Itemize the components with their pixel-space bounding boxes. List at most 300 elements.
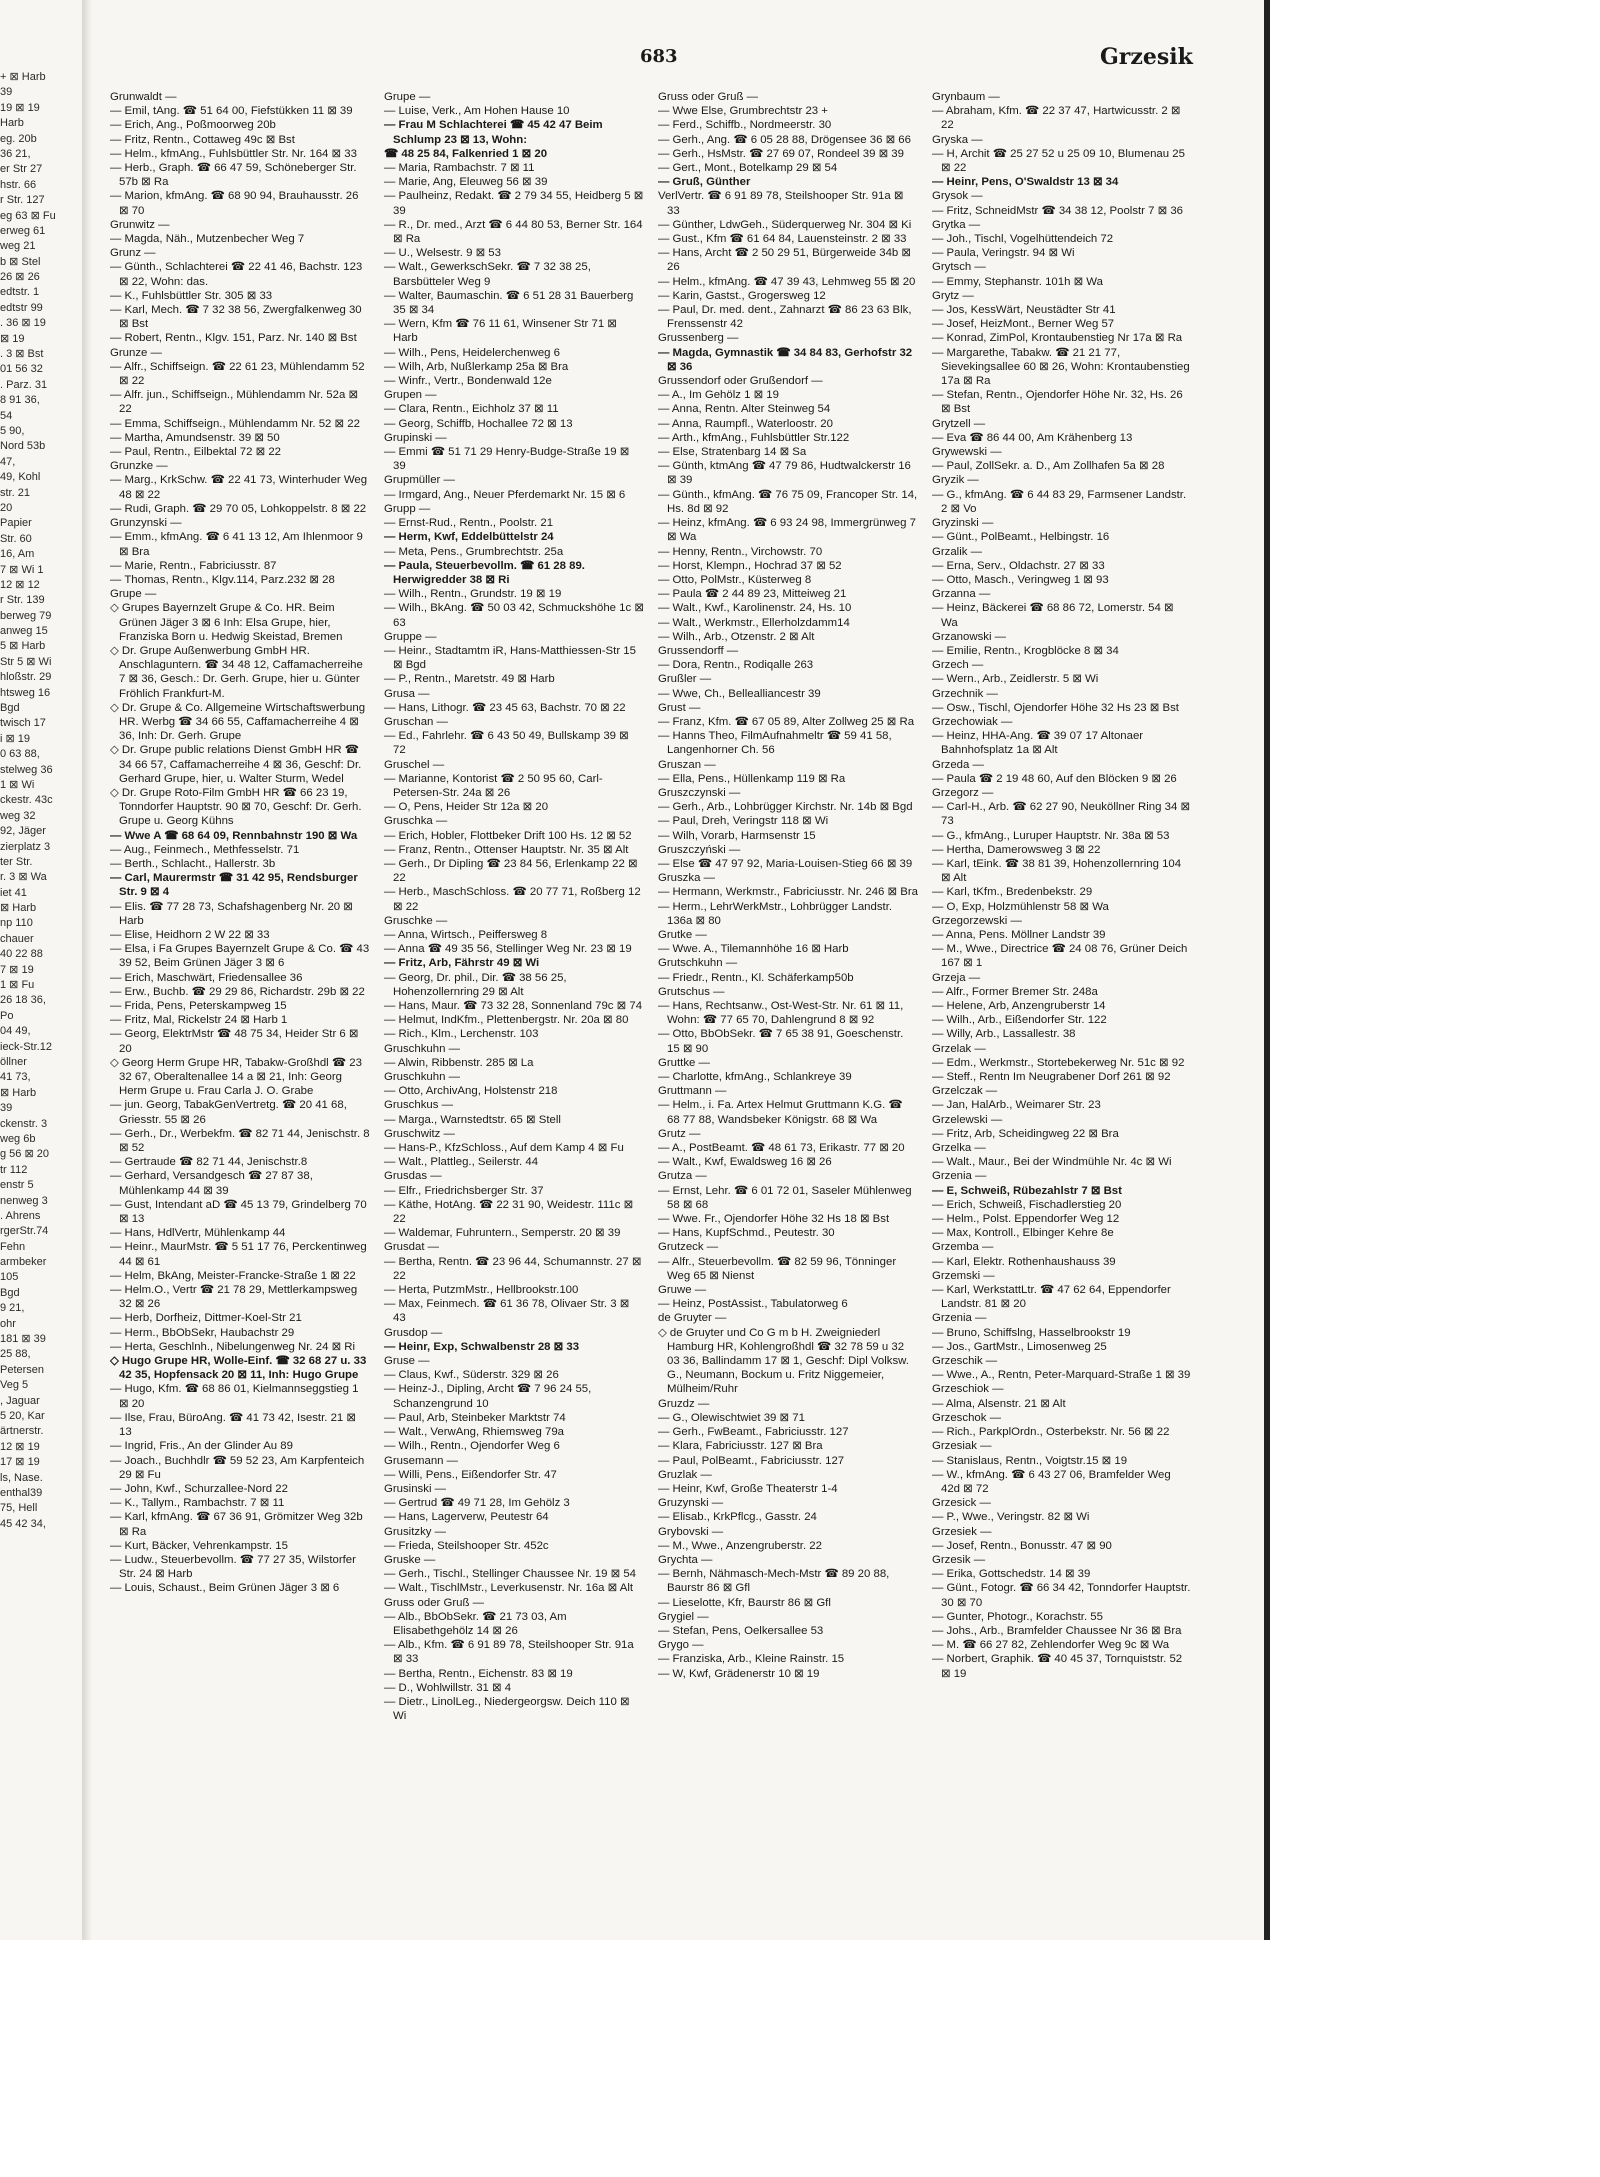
edge-fragment: . Parz. 31 [0,378,48,391]
surname-heading: Gruttmann — [658,1085,727,1098]
surname-heading: Gruzynski — [658,1497,724,1510]
directory-entry: — Günt., Fotogr. ☎ 66 34 42, Tonndorfer Hauptstr. 30 ⊠ 70 [932,1582,1191,1609]
directory-entry: — Erich, Hobler, Flottbeker Drift 100 Hs. 12 ⊠ 52 [384,829,632,842]
directory-entry: — Emmi ☎ 51 71 29 Henry-Budge-Straße 19 ⊠ 39 [384,446,630,473]
edge-fragment: 40 22 88 [0,948,43,961]
directory-entry: — Dora, Rentn., Rodiqalle 263 [658,659,814,672]
surname-heading: Gruwe — [658,1284,707,1297]
directory-entry: — Franz, Rentn., Ottenser Hauptstr. Nr. 35 ⊠ Alt [384,843,629,856]
directory-column-4 [932,90,1192,1920]
directory-entry: — Franz, Kfm. ☎ 67 05 89, Alter Zollweg 25 ⊠ Ra [658,715,915,728]
edge-fragment: htsweg 16 [0,686,51,699]
directory-entry: VerlVertr. ☎ 6 91 89 78, Steilshooper Str. 91a ⊠ 33 [658,190,904,217]
running-head: Grzesik [1100,44,1193,70]
edge-fragment: chauer [0,932,34,945]
directory-entry: — Horst, Klempn., Hochrad 37 ⊠ 52 [658,559,842,572]
surname-heading: Gruschkuhn — [384,1071,460,1084]
directory-entry: — Helm, BkAng, Meister-Francke-Straße 1 ⊠ 22 [110,1269,356,1282]
directory-entry: ◇ Hugo Grupe HR, Wolle-Einf. ☎ 32 68 27 u. 33 42 35, Hopfensack 20 ⊠ 11, Inh: Hugo Grupe [110,1355,367,1382]
edge-fragment: armbeker [0,1256,47,1269]
directory-entry: — Wwe. Fr., Ojendorfer Höhe 32 Hs 18 ⊠ Bst [658,1213,890,1226]
directory-entry: — Walt., Kwf, Ewaldsweg 16 ⊠ 26 [658,1156,832,1169]
directory-entry: — Karl, tKfm., Bredenbekstr. 29 [932,886,1093,899]
directory-entry: — Gerh., Dr., Werbekfm. ☎ 82 71 44, Jenischstr. 8 ⊠ 52 [110,1127,370,1155]
surname-heading: Grupmüller — [384,474,455,487]
directory-entry: — Lieselotte, Kfr, Baurstr 86 ⊠ Gfl [658,1596,831,1609]
surname-heading: Grußler — [658,673,712,686]
surname-heading: Grutschus — [658,985,725,998]
directory-entry: — Rich., Klm., Lerchenstr. 103 [384,1028,539,1041]
surname-heading: Gruske — [384,1553,436,1566]
surname-heading: Grupp — [384,502,431,515]
edge-fragment: iet 41 [0,886,27,899]
directory-entry: — Konrad, ZimPol, Krontaubenstieg Nr 17a ⊠ Ra [932,332,1183,345]
surname-heading: Gruss oder Gruß — [384,1596,485,1609]
directory-entry: — Erika, Gottschedstr. 14 ⊠ 39 [932,1568,1091,1581]
directory-entry: — Walt., Plattleg., Seilerstr. 44 [384,1156,539,1169]
surname-heading: Grunzke — [110,460,168,473]
edge-fragment: . 3 ⊠ Bst [0,348,44,361]
edge-fragment: 16, Am [0,548,35,561]
edge-fragment: Fehn [0,1240,26,1253]
directory-entry: — Maria, Rambachstr. 7 ⊠ 11 [384,162,535,175]
surname-heading: Gruss oder Gruß — [658,91,759,103]
directory-entry: — Fritz, SchneidMstr ☎ 34 38 12, Poolstr 7 ⊠ 36 [932,204,1184,217]
directory-entry: — Hans, Lagerverw, Peutestr 64 [384,1511,549,1524]
edge-fragment: 9 21, [0,1302,25,1315]
surname-heading: Grychta — [658,1553,713,1566]
surname-heading: Grzeschiok — [932,1383,1004,1396]
directory-entry: — Wilh., Rentn., Grundstr. 19 ⊠ 19 [384,588,562,601]
directory-entry: — Rudi, Graph. ☎ 29 70 05, Lohkoppelstr. 8 ⊠ 22 [110,502,367,515]
surname-heading: Grusitzky — [384,1525,447,1538]
surname-heading: Grupen — [384,389,437,402]
directory-entry: — Jan, HalArb., Weimarer Str. 23 [932,1099,1101,1112]
directory-entry: — Ella, Pens., Hüllenkamp 119 ⊠ Ra [658,772,846,785]
directory-entry: — Max, Feinmech. ☎ 61 36 78, Olivaer Str. 3 ⊠ 43 [384,1298,630,1325]
directory-entry: — Paulheinz, Redakt. ☎ 2 79 34 55, Heidberg 5 ⊠ 39 [384,190,644,217]
directory-entry: — Johs., Arb., Bramfelder Chaussee Nr 36 ⊠ Bra [932,1624,1182,1637]
edge-fragment: 20 [0,501,13,514]
directory-entry: — Erich, Schweiß, Fischadlerstieg 20 [932,1198,1122,1211]
surname-heading: Grupinski — [384,431,447,444]
edge-fragment: ls, Nase. [0,1471,43,1484]
edge-fragment: ckestr. 43c [0,794,53,807]
directory-entry: — Hans, Lithogr. ☎ 23 45 63, Bachstr. 70 ⊠ 22 [384,701,626,714]
directory-entry: — Heinr, Pens, O'Swaldstr 13 ⊠ 34 [932,176,1119,189]
edge-fragment: . Ahrens [0,1209,41,1222]
directory-entry: — Hugo, Kfm. ☎ 68 86 01, Kielmannseggstieg 1 ⊠ 20 [110,1383,359,1410]
directory-entry: — Elis. ☎ 77 28 73, Schafshagenberg Nr. 20 ⊠ Harb [110,900,353,927]
directory-entry: — Irmgard, Ang., Neuer Pferdemarkt Nr. 15 ⊠ 6 [384,488,626,501]
directory-entry: — Walt., Maur., Bei der Windmühle Nr. 4c ⊠ Wi [932,1156,1172,1169]
surname-heading: Gryzinski — [932,517,994,530]
edge-fragment: 12 ⊠ 12 [0,578,40,591]
edge-fragment: zierplatz 3 [0,840,51,853]
surname-heading: Grysok — [932,190,983,203]
edge-fragment: 45 42 34, [0,1517,46,1530]
edge-fragment: r Str. 127 [0,194,45,207]
directory-entry: — Alwin, Ribbenstr. 285 ⊠ La [384,1056,534,1069]
directory-entry: — Bertha, Rentn., Eichenstr. 83 ⊠ 19 [384,1667,573,1680]
surname-heading: Grzegorz — [932,786,994,799]
directory-entry: — Gerh., HsMstr. ☎ 27 69 07, Rondeel 39 ⊠ 39 [658,147,904,160]
directory-entry: — Wilh., Arb., Eißendorfer Str. 122 [932,1014,1107,1027]
directory-entry: — H, Archit ☎ 25 27 52 u 25 09 10, Blumenau 25 ⊠ 22 [932,147,1185,175]
directory-entry: — Wern., Arb., Zeidlerstr. 5 ⊠ Wi [932,673,1099,686]
directory-entry: — Heinz, PostAssist., Tabulatorweg 6 [658,1298,848,1311]
directory-entry: ◇ Dr. Grupe Außenwerbung GmbH HR. Anschlaguntern. ☎ 34 48 12, Caffamacherreihe 7 ⊠ 36, Gesch.: Dr. Gerh. Grupe, hier u. Günter Fröhlich Frankfurt-M. [110,644,363,700]
edge-fragment: er Str 27 [0,163,43,176]
directory-entry: ◇ Dr. Grupe & Co. Allgemeine Wirtschaftswerbung HR. Werbg ☎ 34 66 55, Caffamacherreihe 4 ⊠ 36, Inh: Dr. Gerh. Grupe [110,701,366,743]
directory-entry: — Paul, ZollSekr. a. D., Am Zollhafen 5a ⊠ 28 [932,460,1165,473]
edge-fragment: ohr [0,1317,16,1330]
directory-entry: — Osw., Tischl, Ojendorfer Höhe 32 Hs 23 ⊠ Bst [932,701,1179,714]
directory-entry: — Walt., Kwf., Karolinenstr. 24, Hs. 10 [658,602,852,615]
edge-fragment: hloßstr. 29 [0,671,52,684]
edge-fragment: 39 [0,86,13,99]
directory-entry: — Klara, Fabriciusstr. 127 ⊠ Bra [658,1440,823,1453]
directory-entry: — Erich, Maschwärt, Friedensallee 36 [110,971,303,984]
directory-entry: — Georg, Schiffb, Hochallee 72 ⊠ 13 [384,417,573,430]
directory-entry: — Waldemar, Fuhruntern., Semperstr. 20 ⊠ 39 [384,1227,621,1240]
surname-heading: Grzesiek — [932,1525,992,1538]
edge-fragment: 26 ⊠ 26 [0,271,40,284]
directory-entry: — E, Schweiß, Rübezahlstr 7 ⊠ Bst [932,1184,1122,1197]
edge-fragment: 92, Jäger [0,825,46,838]
surname-heading: Grunzynski — [110,517,182,530]
directory-entry: — Jos, KessWärt, Neustädter Str 41 [932,304,1116,317]
edge-fragment: 75, Hell [0,1502,38,1515]
directory-entry: — Walter, Baumaschin. ☎ 6 51 28 31 Bauerberg 35 ⊠ 34 [384,289,634,317]
directory-entry: — Luise, Verk., Am Hohen Hause 10 [384,105,570,118]
edge-fragment: Bgd [0,1286,20,1299]
directory-entry: — Hans, Rechtsanw., Ost-West-Str. Nr. 61 ⊠ 11, Wohn: ☎ 77 65 70, Dahlengrund 8 ⊠ 92 [658,1000,904,1027]
directory-entry: — Wwe Else, Grumbrechtstr 23 + [658,105,828,118]
directory-entry: — Herm, Kwf, Eddelbüttelstr 24 [384,531,554,544]
surname-heading: Grzanna — [932,588,991,601]
directory-entry: — Wilh, Vorarb, Harmsenstr 15 [658,829,816,842]
directory-entry: — Anna, Rentn. Alter Steinweg 54 [658,403,831,416]
directory-entry: — Gunter, Photogr., Korachstr. 55 [932,1610,1103,1623]
surname-heading: Gruschkus — [384,1099,453,1112]
surname-heading: Grutke — [658,928,707,941]
surname-heading: Grzemba — [932,1241,994,1254]
surname-heading: Grunze — [110,346,162,359]
surname-heading: Grusdas — [384,1170,442,1183]
directory-entry: — Wilh., BkAng. ☎ 50 03 42, Schmuckshöhe 1c ⊠ 63 [384,602,644,629]
edge-fragment: 54 [0,409,13,422]
edge-fragment: 41 73, [0,1071,31,1084]
directory-entry: — Alfr. jun., Schiffseign., Mühlendamm Nr. 52a ⊠ 22 [110,389,359,416]
surname-heading: Gruzlak — [658,1468,712,1481]
directory-entry: — Ilse, Frau, BüroAng. ☎ 41 73 42, Isestr. 21 ⊠ 13 [110,1411,356,1439]
surname-heading: Gruttke — [658,1056,710,1069]
edge-fragment: rgerStr.74 [0,1225,49,1238]
directory-entry: — G., Olewischtwiet 39 ⊠ 71 [658,1411,805,1424]
directory-entry: — Heinz, kfmAng. ☎ 6 93 24 98, Immergrünweg 7 ⊠ Wa [658,517,916,544]
directory-entry: — Frida, Pens, Peterskampweg 15 [110,1000,287,1012]
directory-entry: — Wilh., Rentn., Ojendorfer Weg 6 [384,1440,560,1453]
directory-entry: — Walt., TischlMstr., Leverkusenstr. Nr. 16a ⊠ Alt [384,1582,634,1595]
directory-entry: — Hans-P., KfzSchloss., Auf dem Kamp 4 ⊠ Fu [384,1142,624,1155]
directory-entry: — Gert., Mont., Botelkamp 29 ⊠ 54 [658,162,838,175]
edge-fragment: eg 63 ⊠ Fu [0,209,56,222]
directory-entry: — Magda, Näh., Mutzenbecher Weg 7 [110,233,305,246]
directory-column-2 [384,90,644,1920]
directory-entry: — Gertraude ☎ 82 71 44, Jenischstr.8 [110,1156,308,1169]
directory-entry: — Paula, Steuerbevollm. ☎ 61 28 89. Herwigredder 38 ⊠ Ri [384,559,585,586]
surname-heading: Gryzik — [932,474,979,487]
directory-entry: — Jos., GartMstr., Limosenweg 25 [932,1340,1107,1353]
directory-entry: — Else, Stratenbarg 14 ⊠ Sa [658,446,807,459]
surname-heading: Grzechowiak — [932,715,1013,728]
directory-entry: — R., Dr. med., Arzt ☎ 6 44 80 53, Berner Str. 164 ⊠ Ra [384,218,643,246]
surname-heading: Grussendorff — [658,644,739,657]
edge-fragment: 8 91 36, [0,394,40,407]
directory-entry: — Kurt, Bäcker, Vehrenkampstr. 15 [110,1539,288,1552]
directory-entry: — Gerh., Tischl., Stellinger Chaussee Nr. 19 ⊠ 54 [384,1568,637,1581]
directory-entry: — Alfr., Former Bremer Str. 248a [932,985,1098,998]
directory-entry: — Gust., Kfm ☎ 61 64 84, Lauensteinstr. 2 ⊠ 33 [658,233,907,246]
directory-entry: — Hans, KupfSchmd., Peutestr. 30 [658,1227,835,1240]
surname-heading: Grusa — [384,687,430,700]
edge-fragment: anweg 15 [0,625,48,638]
directory-entry: — Herb., Graph. ☎ 66 47 59, Schöneberger Str. 57b ⊠ Ra [110,162,357,189]
directory-entry: — Heinr., MaurMstr. ☎ 5 51 17 76, Perckentinweg 44 ⊠ 61 [110,1241,367,1268]
directory-entry: — Hans, Maur. ☎ 73 32 28, Sonnenland 79c ⊠ 74 [384,1000,643,1012]
edge-fragment: np 110 [0,917,33,930]
directory-entry: — Helm., kfmAng., Fuhlsbüttler Str. Nr. 164 ⊠ 33 [110,147,357,160]
surname-heading: Grzechnik — [932,687,998,700]
directory-entry: — Emil, tAng. ☎ 51 64 00, Fiefstükken 11 ⊠ 39 [110,105,353,118]
directory-entry: — Eva ☎ 86 44 00, Am Krähenberg 13 [932,431,1133,444]
edge-fragment: Str 5 ⊠ Wi [0,655,52,668]
edge-fragment: edtstr 99 [0,301,43,314]
directory-entry: — Josef, HeizMont., Berner Weg 57 [932,318,1115,331]
surname-heading: Gruschan — [384,715,448,728]
directory-entry: — Friedr., Rentn., Kl. Schäferkamp50b [658,971,854,984]
directory-entry: — Marie, Ang, Eleuweg 56 ⊠ 39 [384,176,548,189]
edge-fragment: enthal39 [0,1486,43,1499]
edge-fragment: 47, [0,455,16,468]
directory-entry: — Fritz, Arb, Fährstr 49 ⊠ Wi [384,957,540,970]
directory-entry: — Marga., Warnstedtstr. 65 ⊠ Stell [384,1113,561,1126]
edge-fragment: Nord 53b [0,440,46,453]
directory-entry: — Fritz, Arb, Scheidingweg 22 ⊠ Bra [932,1127,1119,1140]
directory-entry: — John, Kwf., Schurzallee-Nord 22 [110,1482,288,1495]
edge-fragment: weg 21 [0,240,36,253]
directory-entry: ◇ Dr. Grupe Roto-Film GmbH HR ☎ 66 23 19, Tonndorfer Hauptstr. 90 ⊠ 70, Geschf: Dr. Gerh. Grupe u. Georg Kühns [110,786,362,828]
directory-entry: — Wilh., Pens, Heidelerchenweg 6 [384,346,561,359]
edge-fragment: 105 [0,1271,19,1284]
directory-entry: — Gerhard, Versandgesch ☎ 27 87 38, Mühlenkamp 44 ⊠ 39 [110,1170,313,1197]
directory-entry: — Emmy, Stephanstr. 101h ⊠ Wa [932,275,1103,288]
surname-heading: Grzeda — [932,758,984,771]
surname-heading: Gruschka — [384,815,448,828]
surname-heading: Grzelka — [932,1142,986,1155]
edge-fragment: eg. 20b [0,132,37,145]
edge-fragment: ieck-Str.12 [0,1040,52,1053]
directory-entry: — Gerh., FwBeamt., Fabriciusstr. 127 [658,1426,849,1439]
directory-entry: — Günth, ktmAng ☎ 47 79 86, Hudtwalckerstr 16 ⊠ 39 [658,460,911,487]
directory-entry: — Käthe, HotAng. ☎ 22 31 90, Weidestr. 111c ⊠ 22 [384,1198,634,1226]
directory-entry: — M., Wwe., Directrice ☎ 24 08 76, Grüner Deich 167 ⊠ 1 [932,943,1188,970]
directory-entry: — W., kfmAng. ☎ 6 43 27 06, Bramfelder Weg 42d ⊠ 72 [932,1468,1171,1495]
directory-entry: — Erw., Buchb. ☎ 29 29 86, Richardstr. 29b ⊠ 22 [110,985,365,998]
directory-entry: — Frieda, Steilshooper Str. 452c [384,1539,549,1552]
surname-heading: Gruszczyński — [658,843,741,856]
directory-entry: — Herm., LehrWerkMstr., Lohbrügger Landstr. 136a ⊠ 80 [658,900,893,927]
surname-heading: Gruszan — [658,758,716,771]
edge-fragment: ⊠ Harb [0,902,37,915]
directory-entry: — Paul, Rentn., Eilbektal 72 ⊠ 22 [110,446,282,459]
edge-fragment: r Str. 139 [0,594,45,607]
surname-heading: Grzemski — [932,1269,995,1282]
directory-entry: — M., Wwe., Anzengruberstr. 22 [658,1539,822,1552]
directory-entry: — Josef, Rentn., Bonusstr. 47 ⊠ 90 [932,1539,1112,1552]
directory-entry: — K., Tallym., Rambachstr. 7 ⊠ 11 [110,1497,285,1510]
directory-entry: — Louis, Schaust., Beim Grünen Jäger 3 ⊠ 6 [110,1582,340,1595]
directory-entry: — Hans, Archt ☎ 2 50 29 51, Bürgerweide 34b ⊠ 26 [658,247,911,274]
directory-entry: — Charlotte, kfmAng., Schlankreye 39 [658,1071,852,1084]
directory-entry: — Heinr, Exp, Schwalbenstr 28 ⊠ 33 [384,1340,580,1353]
surname-heading: Grussenberg — [658,332,739,345]
directory-entry: — Fritz, Rentn., Cottaweg 49c ⊠ Bst [110,133,295,146]
surname-heading: Grzesiak — [932,1440,992,1453]
directory-entry: — Else ☎ 47 97 92, Maria-Louisen-Stieg 66 ⊠ 39 [658,857,913,870]
surname-heading: Grygiel — [658,1610,709,1623]
surname-heading: Grytzell — [932,417,986,430]
edge-fragment: 7 ⊠ 19 [0,963,34,976]
edge-fragment: Papier [0,517,32,530]
directory-entry: — Rich., ParkplOrdn., Osterbekstr. Nr. 56 ⊠ 22 [932,1426,1170,1439]
directory-entry: — Walt., GewerkschSekr. ☎ 7 32 38 25, Barsbütteler Weg 9 [384,261,591,288]
surname-heading: Gruszczynski — [658,786,741,799]
surname-heading: Grzelczak — [932,1085,998,1098]
surname-heading: Grzenia — [932,1312,987,1325]
surname-heading: Grutzeck — [658,1241,719,1254]
directory-entry: — Gust, Intendant aD ☎ 45 13 79, Grindelberg 70 ⊠ 13 [110,1198,367,1226]
edge-fragment: + ⊠ Harb [0,71,46,83]
edge-fragment: berweg 79 [0,609,52,622]
surname-heading: Grzeja — [932,971,981,984]
directory-entry: — Hanns Theo, FilmAufnahmeltr ☎ 59 41 58, Langenhorner Ch. 56 [658,730,892,757]
directory-entry: — K., Fuhlsbüttler Str. 305 ⊠ 33 [110,289,273,302]
directory-entry: — Paul, Dr. med. dent., Zahnarzt ☎ 86 23 63 Blk, Frenssenstr 42 [658,304,912,331]
directory-entry: — Gerh., Dr Dipling ☎ 23 84 56, Erlenkamp 22 ⊠ 22 [384,857,638,885]
edge-fragment: edtstr. 1 [0,286,40,299]
edge-fragment: . 36 ⊠ 19 [0,317,46,330]
surname-heading: Grust — [658,701,701,714]
edge-fragment: 5 ⊠ Harb [0,640,46,653]
edge-fragment: ter Str. [0,855,33,868]
edge-fragment: 181 ⊠ 39 [0,1333,46,1346]
directory-entry: — Clara, Rentn., Eichholz 37 ⊠ 11 [384,403,559,416]
directory-entry: — Paula ☎ 2 19 48 60, Auf den Blöcken 9 ⊠ 26 [932,772,1177,785]
surname-heading: de Gruyter — [658,1312,727,1325]
directory-entry: — Gertrud ☎ 49 71 28, Im Gehölz 3 [384,1497,570,1510]
directory-entry: — Ludw., Steuerbevollm. ☎ 77 27 35, Wilstorfer Str. 24 ⊠ Harb [110,1553,356,1581]
directory-entry: — Erna, Serv., Oldachstr. 27 ⊠ 33 [932,559,1105,572]
directory-entry: — Alb., Kfm. ☎ 6 91 89 78, Steilshooper Str. 91a ⊠ 33 [384,1639,634,1666]
edge-fragment: enstr 5 [0,1179,34,1192]
edge-fragment: Veg 5 [0,1379,29,1392]
surname-heading: Grynbaum — [932,91,1000,103]
directory-entry: — Willy, Arb., Lassallestr. 38 [932,1028,1076,1041]
directory-entry: — Gerh., Arb., Lohbrügger Kirchstr. Nr. 14b ⊠ Bgd [658,801,913,814]
surname-heading: Grunz — [110,247,156,260]
directory-entry: — Ed., Fahrlehr. ☎ 6 43 50 49, Bullskamp 39 ⊠ 72 [384,730,629,757]
directory-entry: — Arth., kfmAng., Fuhlsbüttler Str.122 [658,431,850,444]
directory-entry: — Steff., Rentn Im Neugrabener Dorf 261 ⊠ 92 [932,1071,1171,1084]
directory-entry: — Helm., Polst. Eppendorfer Weg 12 [932,1213,1120,1226]
directory-entry: — Herb, Dorfheiz, Dittmer-Koel-Str 21 [110,1312,302,1325]
directory-entry: — O, Exp, Holzmühlenstr 58 ⊠ Wa [932,900,1109,913]
edge-fragment: Str. 60 [0,532,32,545]
surname-heading: Gruppe — [384,630,437,643]
directory-entry: — Helm., kfmAng. ☎ 47 39 43, Lehmweg 55 ⊠ 20 [658,275,916,288]
edge-fragment: str. 21 [0,486,30,499]
edge-fragment: twisch 17 [0,717,46,730]
directory-entry: — Paula ☎ 2 44 89 23, Mitteiweg 21 [658,588,847,601]
directory-entry: — Marianne, Kontorist ☎ 2 50 95 60, Carl-Petersen-Str. 24a ⊠ 26 [384,772,603,799]
directory-entry: — Wern, Kfm ☎ 76 11 61, Winsener Str 71 ⊠ Harb [384,318,617,345]
surname-heading: Grusdat — [384,1241,440,1254]
directory-entry: — Günther, LdwGeh., Süderquerweg Nr. 304 ⊠ Ki [658,218,912,231]
directory-entry: — D., Wohlwillstr. 31 ⊠ 4 [384,1681,512,1694]
surname-heading: Grygo — [658,1639,704,1652]
directory-entry: — Otto, ArchivAng, Holstenstr 218 [384,1085,558,1098]
edge-fragment: Petersen [0,1363,45,1376]
surname-heading: Grywewski — [932,446,1002,459]
edge-fragment: hstr. 66 [0,178,37,191]
surname-heading: Grzelak — [932,1042,986,1055]
surname-heading: Grusemann — [384,1454,459,1467]
directory-column-1 [110,90,370,1920]
directory-entry: — Bruno, Schiffslng, Hasselbrookstr 19 [932,1326,1131,1339]
surname-heading: Grutza — [658,1170,707,1183]
surname-heading: Grzelewski — [932,1113,1003,1126]
directory-entry: — Stefan, Pens, Oelkersallee 53 [658,1624,824,1637]
directory-entry: — Emm., kfmAng. ☎ 6 41 13 12, Am Ihlenmoor 9 ⊠ Bra [110,531,363,558]
directory-entry: — Walt., VerwAng, Rhiemsweg 79a [384,1426,565,1439]
surname-heading: Grzeschok — [932,1411,1001,1424]
directory-entry: — Abraham, Kfm. ☎ 22 37 47, Hartwicusstr. 2 ⊠ 22 [932,105,1181,132]
edge-fragment: 36 21, [0,147,31,160]
directory-entry: — Alb., BbObSekr. ☎ 21 73 03, Am Elisabethgehölz 14 ⊠ 26 [384,1610,567,1637]
edge-fragment: öllner [0,1056,27,1068]
directory-entry: — G., kfmAng., Luruper Hauptstr. Nr. 38a ⊠ 53 [932,829,1170,842]
directory-entry: — Fritz, Mal, Rickelstr 24 ⊠ Harb 1 [110,1014,288,1027]
edge-fragment: 1 ⊠ Fu [0,979,35,992]
directory-entry: — Wwe, Ch., Bellealliancestr 39 [658,687,821,700]
edge-fragment: Harb [0,117,24,130]
surname-heading: Grussendorf oder Grußendorf — [658,375,823,388]
directory-entry: — Anna ☎ 49 35 56, Stellinger Weg Nr. 23 ⊠ 19 [384,943,632,956]
surname-heading: Grutschkuhn — [658,957,738,970]
edge-fragment: nenweg 3 [0,1194,48,1207]
directory-entry: — Thomas, Rentn., Klgv.114, Parz.232 ⊠ 28 [110,573,335,586]
directory-entry: — Anna, Raumpfl., Waterloostr. 20 [658,417,833,430]
directory-entry: — Emma, Schiffseign., Mühlendamm Nr. 52 ⊠ 22 [110,417,360,430]
previous-page-edge [0,70,64,1930]
surname-heading: Grupe — [384,91,431,103]
directory-entry: — Herta, PutzmMstr., Hellbrookstr.100 [384,1284,579,1297]
edge-fragment: 1 ⊠ Wi [0,778,35,791]
directory-entry: — Herb., MaschSchloss. ☎ 20 77 71, Roßberg 12 ⊠ 22 [384,886,641,913]
directory-entry: — Bertha, Rentn. ☎ 23 96 44, Schumannstr. 27 ⊠ 22 [384,1255,642,1282]
